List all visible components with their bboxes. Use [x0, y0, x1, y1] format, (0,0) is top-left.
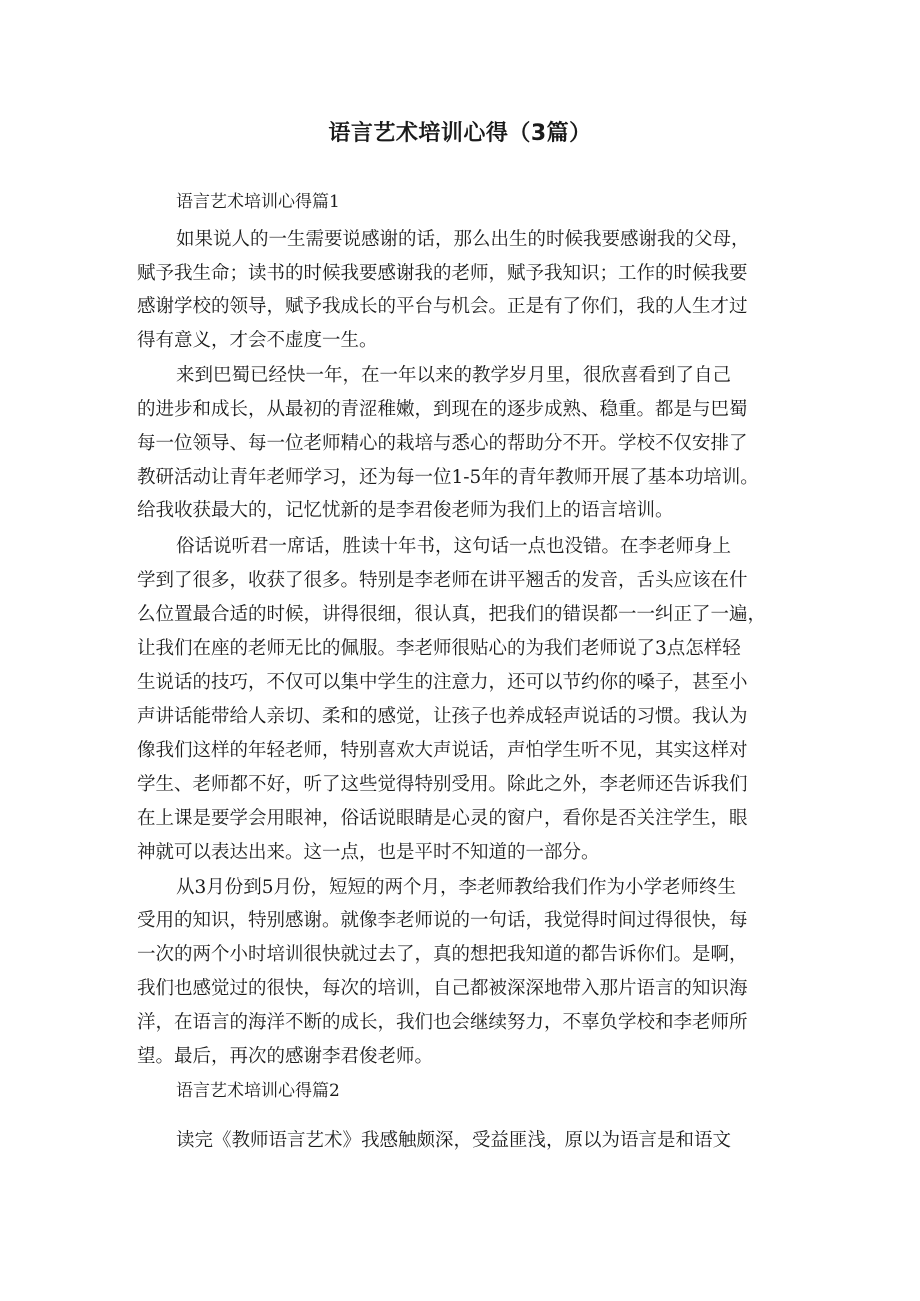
- paragraph-line: 感谢学校的领导，赋予我成长的平台与机会。正是有了你们，我的人生才过: [137, 296, 748, 317]
- paragraph-line: 每一位领导、每一位老师精心的栽培与悉心的帮助分不开。学校不仅安排了: [137, 433, 748, 454]
- paragraph-line: 学到了很多，收获了很多。特别是李老师在讲平翘舌的发音，舌头应该在什: [137, 570, 748, 591]
- paragraph-line: 如果说人的一生需要说感谢的话，那么出生的时候我要感谢我的父母，: [176, 229, 750, 250]
- paragraph-line: 让我们在座的老师无比的佩服。李老师很贴心的为我们老师说了3点怎样轻: [137, 638, 741, 659]
- paragraph-line: 在上课是要学会用眼神，俗话说眼睛是心灵的窗户，看你是否关注学生，眼: [137, 808, 748, 829]
- page-title: 语言艺术培训心得（3篇）: [328, 121, 592, 146]
- paragraph-line: 洋，在语言的海洋不断的成长，我们也会继续努力，不辜负学校和李老师所: [137, 1012, 748, 1033]
- paragraph-line: 赋予我生命；读书的时候我要感谢我的老师，赋予我知识；工作的时候我要: [137, 263, 748, 284]
- paragraph-line: 生说话的技巧，不仅可以集中学生的注意力，还可以节约你的嗓子，甚至小: [137, 672, 748, 693]
- paragraph-line: 望。最后，再次的感谢李君俊老师。: [137, 1046, 434, 1067]
- paragraph-line: 么位置最合适的时候，讲得很细，很认真，把我们的错误都一一纠正了一遍，: [137, 604, 767, 625]
- section-heading: 语言艺术培训心得篇2: [176, 1081, 340, 1101]
- paragraph-line: 学生、老师都不好，听了这些觉得特别受用。除此之外，李老师还告诉我们: [137, 774, 748, 795]
- paragraph-line: 得有意义，才会不虚度一生。: [137, 330, 378, 351]
- paragraph-line: 给我收获最大的，记忆忧新的是李君俊老师为我们上的语言培训。: [137, 500, 674, 521]
- section-heading: 语言艺术培训心得篇1: [176, 192, 340, 212]
- paragraph-line: 教研活动让青年老师学习，还为每一位1-5年的青年教师开展了基本功培训。: [137, 467, 759, 488]
- paragraph-line: 俗话说听君一席话，胜读十年书，这句话一点也没错。在李老师身上: [176, 536, 732, 557]
- paragraph-line: 一次的两个小时培训很快就过去了，真的想把我知道的都告诉你们。是啊，: [137, 944, 748, 965]
- paragraph-line: 受用的知识，特别感谢。就像李老师说的一句话，我觉得时间过得很快，每: [137, 910, 748, 931]
- paragraph-line: 我们也感觉过的很快，每次的培训，自己都被深深地带入那片语言的知识海: [137, 978, 748, 999]
- paragraph-line: 读完《教师语言艺术》我感触颇深，受益匪浅，原以为语言是和语文: [176, 1130, 732, 1151]
- paragraph-line: 的进步和成长，从最初的青涩稚嫩，到现在的逐步成熟、稳重。都是与巴蜀: [137, 399, 748, 420]
- paragraph-line: 来到巴蜀已经快一年，在一年以来的教学岁月里，很欣喜看到了自己: [176, 365, 732, 386]
- paragraph-line: 神就可以表达出来。这一点，也是平时不知道的一部分。: [137, 842, 600, 863]
- paragraph-line: 声讲话能带给人亲切、柔和的感觉，让孩子也养成轻声说话的习惯。我认为: [137, 706, 748, 727]
- paragraph-line: 像我们这样的年轻老师，特别喜欢大声说话，声怕学生听不见，其实这样对: [137, 740, 748, 761]
- paragraph-line: 从3月份到5月份，短短的两个月，李老师教给我们作为小学老师终生: [176, 877, 737, 898]
